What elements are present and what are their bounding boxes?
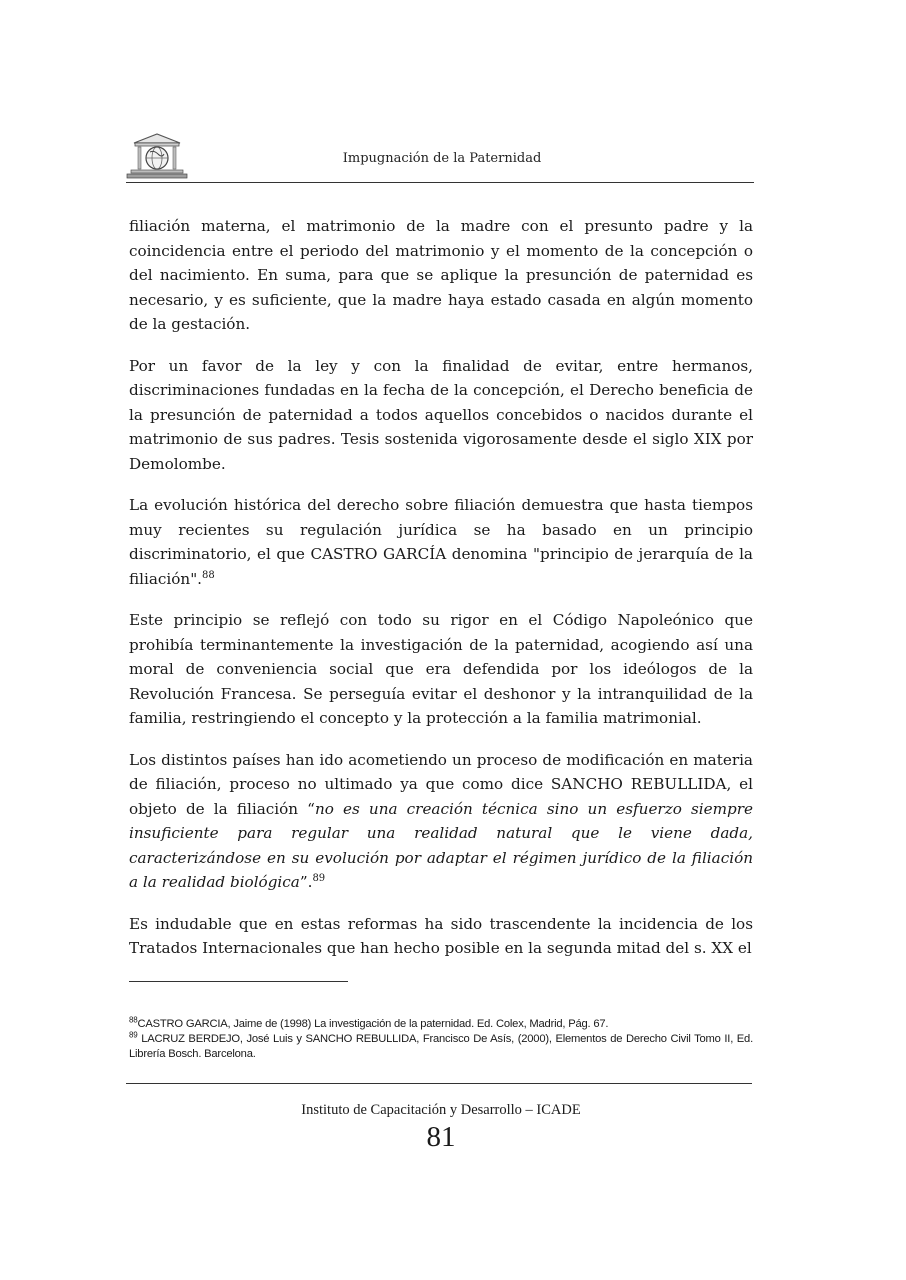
footnote-88-text: CASTRO GARCIA, Jaime de (1998) La investigación de la paternidad. Ed. Colex, Madrid, Pág. 67. — [137, 1018, 609, 1030]
page-number: 81 — [426, 1121, 456, 1153]
paragraph-3 — [129, 493, 753, 591]
footnote-88 — [129, 1017, 753, 1032]
footer-institution: Instituto de Capacitación y Desarrollo – ICADE — [301, 1102, 581, 1118]
footnotes — [129, 1017, 753, 1062]
paragraph-1: filiación materna, el matrimonio de la madre con el presunto padre y la coincidencia entre el periodo del matrimonio y el momento de la concepción o del nacimiento. En suma, para que se aplique la presunción de paternidad es necesario, y es suficiente, que la madre haya estado casada en algún momento de la gestación. — [129, 217, 753, 333]
footer-divider — [126, 1083, 752, 1084]
footnote-ref-88[interactable]: 88 — [202, 569, 215, 581]
header-divider — [126, 182, 754, 183]
footnote-ref-89[interactable]: 89 — [312, 872, 326, 884]
paragraph-2: Por un favor de la ley y con la finalidad de evitar, entre hermanos, discriminaciones fundadas en la fecha de la concepción, el Derecho beneficia de la presunción de paternidad a todos aquellos concebidos o nacidos durante el matrimonio de sus padres. Tesis sostenida vigorosamente desde el siglo XIX por Demolombe. — [129, 356, 753, 473]
footnote-89-text: LACRUZ BERDEJO, José Luis y SANCHO REBULLIDA, Francisco De Asís, (2000), Elementos de Derecho Civil Tomo II, Ed. Librería Bosch. Barcelona. — [129, 1033, 753, 1060]
footnote-89-marker: 89 — [129, 1030, 138, 1040]
paragraph-3-text: La evolución histórica del derecho sobre filiación demuestra que hasta tiempos muy recientes su regulación jurídica se ha basado en un principio discriminatorio, el que CASTRO GARCÍA denomina "principio de jerarquía de la filiación". — [129, 496, 753, 588]
footnote-separator — [129, 981, 348, 982]
running-title: Impugnación de la Paternidad — [342, 151, 542, 166]
paragraph-4: Este principio se reflejó con todo su rigor en el Código Napoleónico que prohibía terminantemente la investigación de la paternidad, acogiendo así una moral de conveniencia social que era defendida por los ideólogos de la Revolución Francesa. Se perseguía evitar el deshonor y la intranquilidad de la familia, restringiendo el concepto y la protección a la familia matrimonial. — [129, 611, 753, 727]
paragraph-5-tail: ”. — [299, 873, 313, 891]
paragraph-5-quote: no es una creación técnica sino un esfuerzo siempre insuficiente para regular una realidad natural que le viene dada, caracterizándose en su evolución por adaptar el régimen jurídico de la filiación a la realidad biológica — [129, 799, 753, 891]
paragraph-6: Es indudable que en estas reformas ha sido trascendente la incidencia de los Tratados Internacionales que han hecho posible en la segunda mitad del s. XX el — [129, 914, 753, 957]
paragraph-5 — [129, 748, 753, 895]
institute-building-logo-icon — [126, 132, 188, 180]
footnote-89 — [129, 1032, 753, 1062]
paragraph-5-lead: Los distintos países han ido acometiendo un proceso de modificación en materia de filiación, proceso no ultimado ya que como dice SANCHO REBULLIDA, el objeto de la filiación “ — [129, 750, 753, 818]
body-text — [129, 214, 753, 978]
footnote-88-marker: 88 — [129, 1015, 138, 1025]
